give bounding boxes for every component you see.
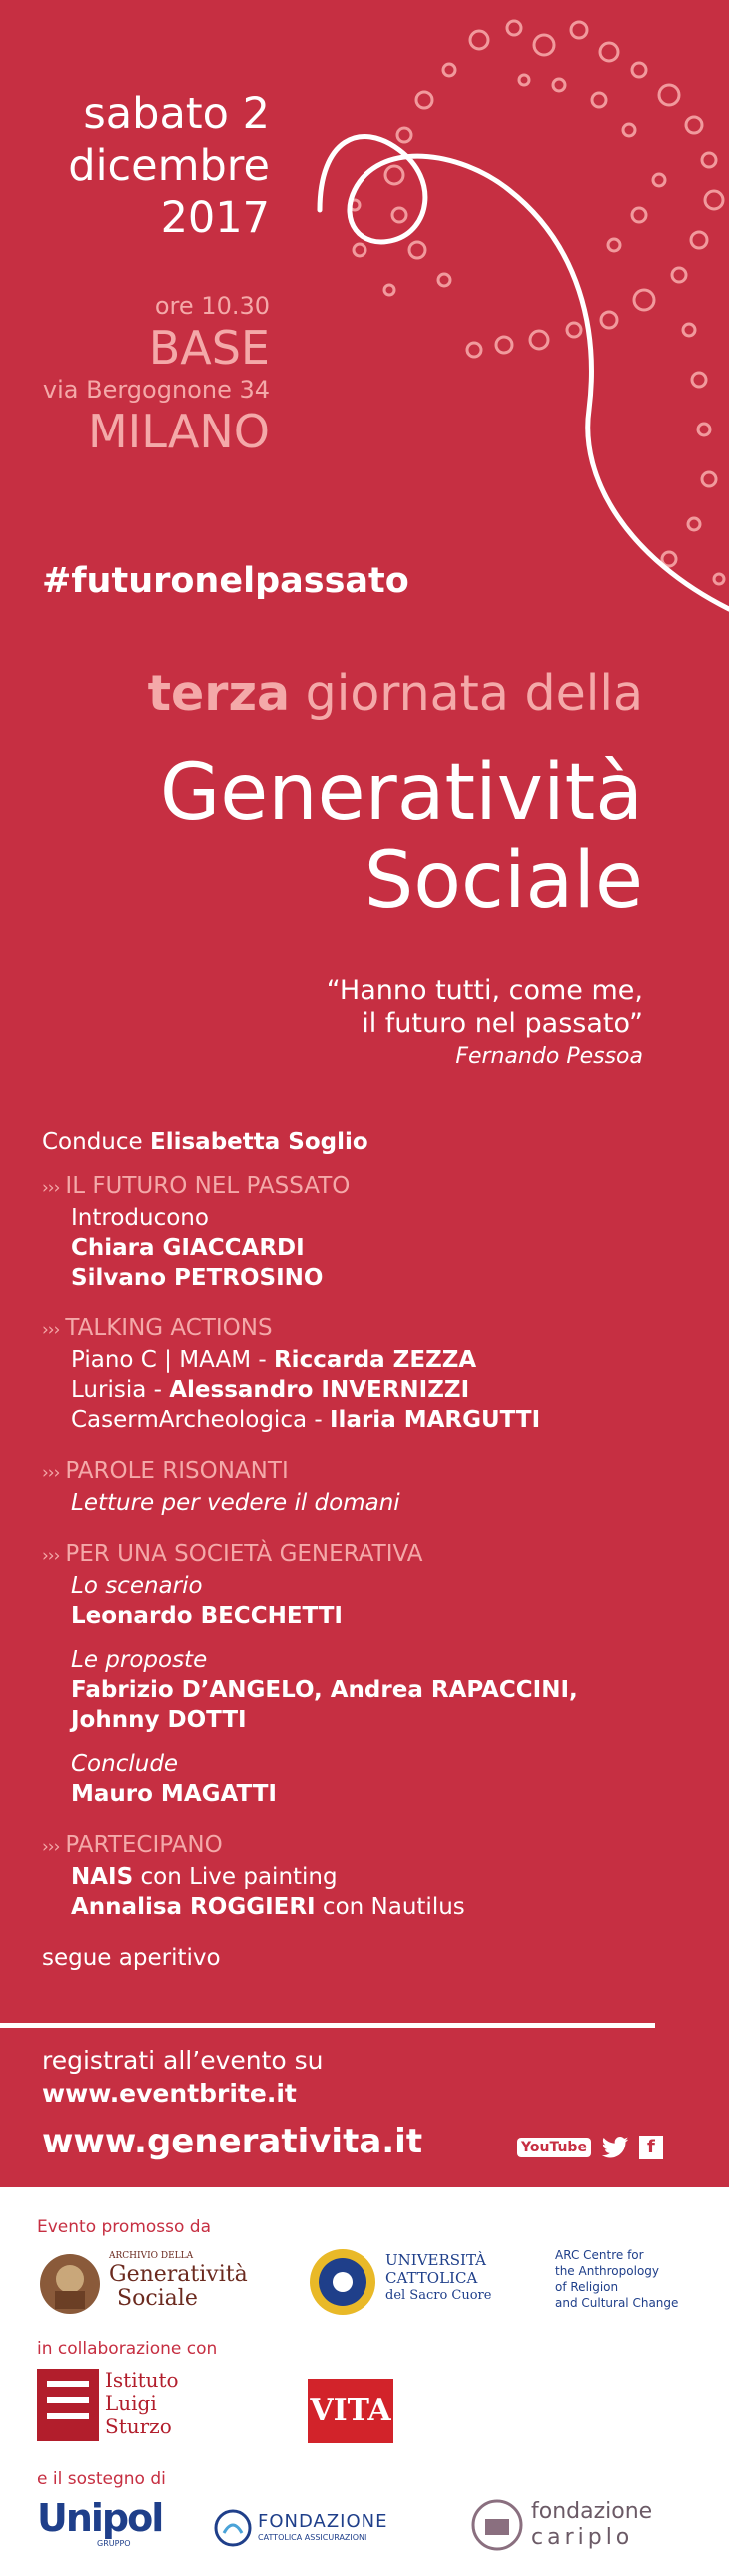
collab-label: in collaborazione con: [37, 2339, 218, 2359]
registration: [42, 2044, 324, 2110]
conduce-line: [42, 1127, 691, 1157]
event-time: ore 10.30: [154, 292, 270, 320]
program: [42, 1127, 691, 1973]
speaker-name: Ilaria MARGUTTI: [330, 1407, 541, 1433]
date-day: sabato 2: [83, 89, 270, 139]
unipol-name: Unipol: [37, 2496, 163, 2540]
website-link[interactable]: www.generativita.it: [42, 2122, 423, 2161]
arc-line-3: of Religion: [555, 2280, 619, 2294]
arc-centre-logo: [555, 2247, 715, 2311]
event-date: [68, 88, 270, 244]
speaker-name: NAIS: [71, 1864, 134, 1890]
quote-line-1: “Hanno tutti, come me,: [326, 975, 643, 1006]
promoted-label: Evento promosso da: [37, 2217, 212, 2237]
vita-logo: VITA: [308, 2379, 393, 2443]
section-heading: ››› PER UNA SOCIETÀ GENERATIVA: [42, 1541, 423, 1567]
program-row: NAIS con Live painting: [71, 1864, 338, 1890]
unicatt-line-2: CATTOLICA: [385, 2269, 478, 2287]
section-heading: ››› PARTECIPANO: [42, 1832, 223, 1858]
program-row: Lurisia - Alessandro INVERNIZZI: [71, 1377, 470, 1403]
program-row: Annalisa ROGGIERI con Nautilus: [71, 1894, 465, 1920]
section-heading: ››› TALKING ACTIONS: [42, 1315, 273, 1341]
event-title: [160, 749, 643, 925]
section-heading: ››› IL FUTURO NEL PASSATO: [42, 1173, 351, 1199]
unipol-logo: [37, 2496, 163, 2548]
closing-text: segue aperitivo: [42, 1945, 221, 1971]
event-subtitle: [148, 665, 643, 722]
archivio-emblem-icon: [37, 2251, 103, 2317]
archivio-line-2: Sociale: [117, 2286, 198, 2311]
subtitle-bold: terza: [147, 665, 291, 722]
sponsors-section: [0, 2187, 729, 2576]
quote-author: Fernando Pessoa: [455, 1044, 643, 1069]
arc-line-2: the Anthropology: [555, 2264, 659, 2278]
quote: [327, 974, 643, 1073]
social-icons: [517, 2136, 663, 2159]
program-text: Le proposte: [71, 1647, 208, 1673]
event-location: [43, 290, 270, 457]
youtube-icon[interactable]: YouTube: [517, 2138, 591, 2157]
facebook-icon[interactable]: f: [639, 2136, 663, 2159]
sturzo-line-1: Istituto: [105, 2368, 179, 2392]
event-venue: BASE: [148, 321, 270, 375]
speaker-name: Mauro MAGATTI: [71, 1781, 277, 1807]
program-row: CasermArcheologica - Ilaria MARGUTTI: [71, 1407, 541, 1433]
fond-catt-line-2: CATTOLICA ASSICURAZIONI: [258, 2533, 367, 2542]
quote-line-2: il futuro nel passato”: [362, 1008, 643, 1039]
speaker-name: Alessandro INVERNIZZI: [169, 1377, 470, 1403]
unicatt-line-1: UNIVERSITÀ: [385, 2251, 486, 2269]
speaker-name: Annalisa ROGGIERI: [71, 1894, 316, 1920]
unicatt-seal-icon: [308, 2247, 377, 2317]
subtitle-rest: giornata della: [290, 665, 643, 722]
program-text: Letture per vedere il domani: [71, 1490, 400, 1516]
eventbrite-link[interactable]: www.eventbrite.it: [42, 2079, 297, 2108]
unicatt-line-3: del Sacro Cuore: [385, 2288, 492, 2303]
arrow-icon: ›››: [42, 1463, 60, 1483]
universita-cattolica-logo: [308, 2243, 507, 2323]
conduce-name: Elisabetta Soglio: [150, 1129, 368, 1155]
event-city: MILANO: [87, 405, 270, 458]
title-line-2: Sociale: [364, 836, 643, 926]
speaker-name: Silvano PETROSINO: [71, 1265, 324, 1290]
speaker-name: Fabrizio D’ANGELO, Andrea RAPACCINI,: [71, 1677, 578, 1703]
unipol-sub: GRUPPO: [97, 2539, 131, 2548]
istituto-sturzo-logo: [37, 2369, 197, 2441]
speaker-name: Riccarda ZEZZA: [273, 1347, 477, 1373]
arc-line-1: ARC Centre for: [555, 2248, 644, 2262]
sturzo-line-3: Sturzo: [105, 2414, 172, 2438]
arrow-icon: ›››: [42, 1546, 60, 1566]
event-address: via Bergognone 34: [42, 376, 270, 404]
divider: [0, 2023, 655, 2028]
arrow-icon: ›››: [42, 1320, 60, 1340]
fondazione-cattolica-emblem-icon: [214, 2509, 252, 2547]
archivio-generativita-logo: [37, 2251, 252, 2317]
registration-text: registrati all’evento su: [42, 2046, 324, 2075]
speaker-name: Chiara GIACCARDI: [71, 1235, 305, 1261]
program-row: Piano C | MAAM - Riccarda ZEZZA: [71, 1347, 477, 1373]
arrow-icon: ›››: [42, 1178, 60, 1198]
arc-line-4: and Cultural Change: [555, 2296, 679, 2310]
title-line-1: Generatività: [159, 748, 643, 838]
support-label: e il sostegno di: [37, 2469, 166, 2489]
program-text: Lo scenario: [71, 1573, 203, 1599]
fondazione-cattolica-logo: [214, 2509, 413, 2549]
section-heading: ››› PAROLE RISONANTI: [42, 1458, 289, 1484]
date-year: 2017: [160, 193, 270, 243]
swirl-decoration: [300, 0, 729, 639]
sturzo-line-2: Luigi: [105, 2391, 157, 2415]
arrow-icon: ›››: [42, 1837, 60, 1857]
twitter-icon[interactable]: [601, 2137, 629, 2158]
program-text: Conclude: [71, 1751, 179, 1777]
archivio-small: ARCHIVIO DELLA: [109, 2251, 194, 2261]
fond-catt-line-1: FONDAZIONE: [258, 2511, 388, 2532]
date-month: dicembre: [68, 141, 270, 191]
fondazione-cariplo-logo: [471, 2499, 711, 2555]
cariplo-line-2: cariplo: [531, 2525, 634, 2550]
speaker-name: Johnny DOTTI: [71, 1707, 247, 1733]
conduce-label: Conduce: [42, 1129, 150, 1155]
speaker-name: Leonardo BECCHETTI: [71, 1603, 343, 1629]
program-text: Introducono: [71, 1205, 209, 1231]
cariplo-emblem-icon: [471, 2499, 523, 2551]
archivio-line-1: Generatività: [109, 2262, 248, 2287]
hashtag: #futuronelpassato: [42, 561, 409, 601]
sturzo-emblem-icon: [37, 2369, 99, 2441]
cariplo-line-1: fondazione: [531, 2499, 653, 2524]
